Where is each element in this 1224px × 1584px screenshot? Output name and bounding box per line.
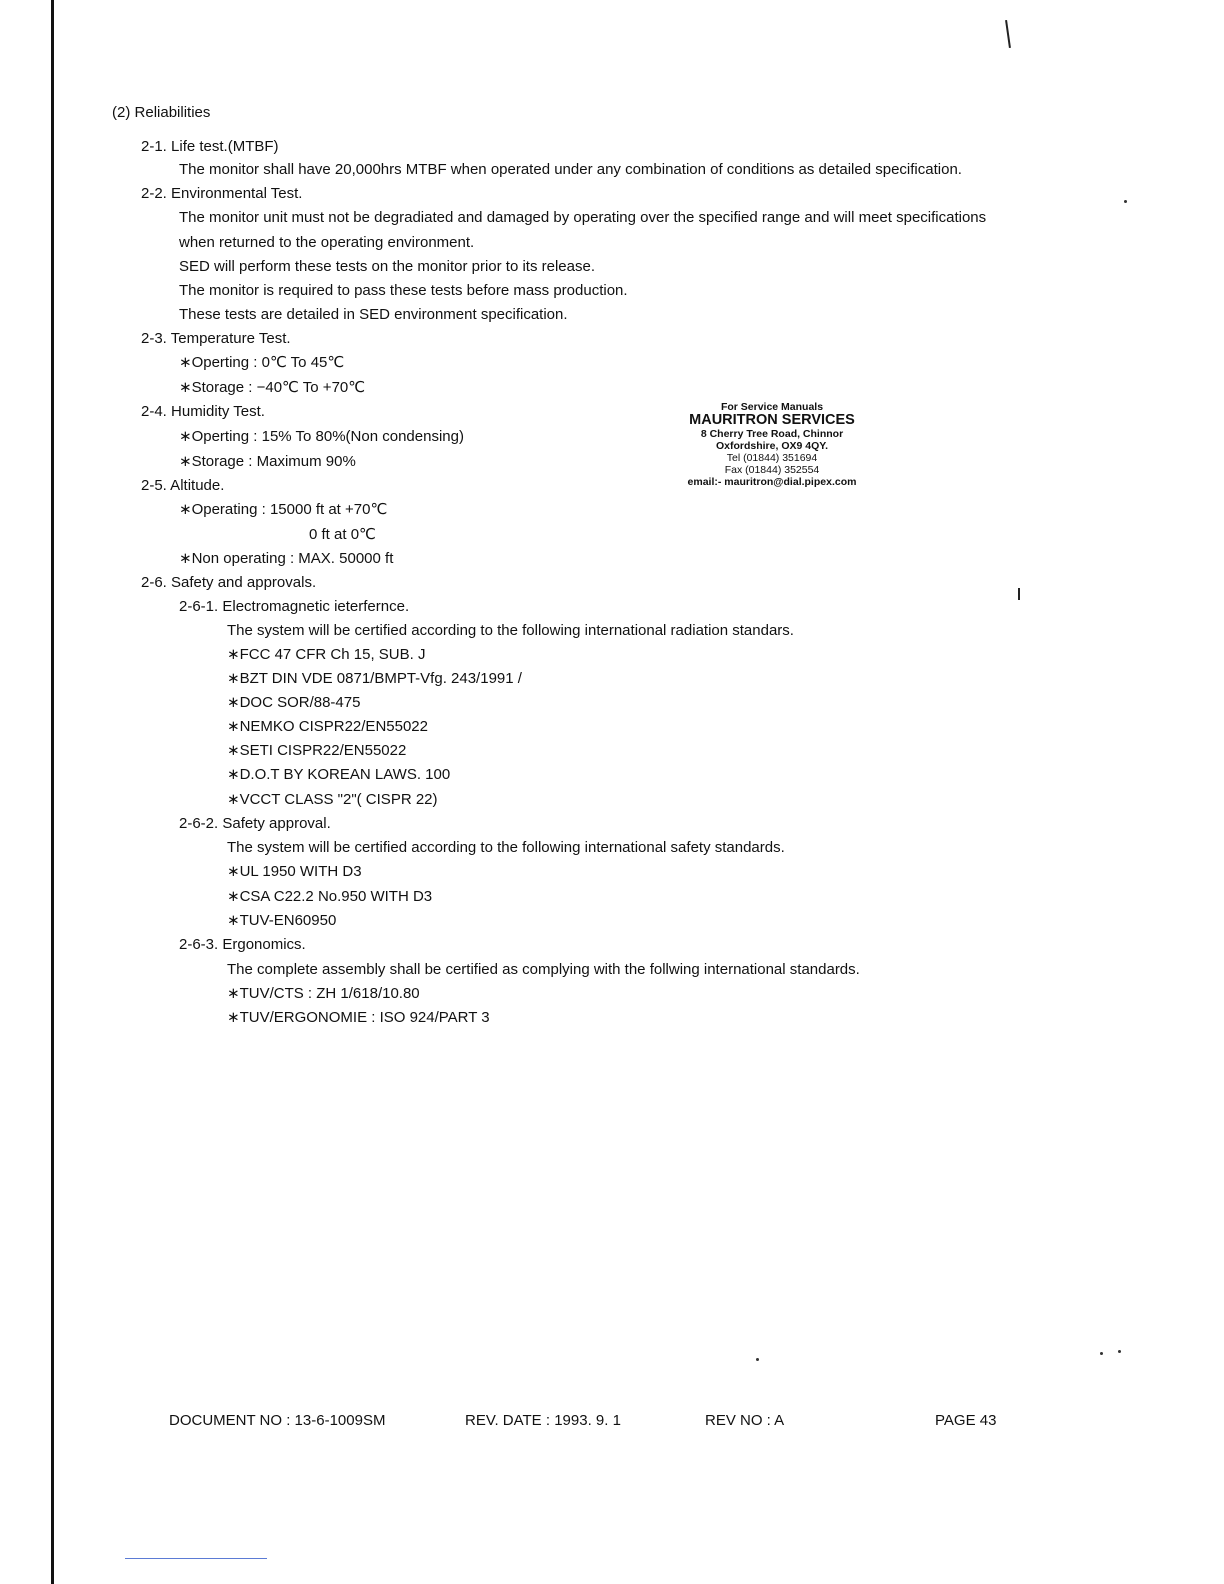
- spec-line: ∗Non operating : MAX. 50000 ft: [179, 550, 394, 567]
- standard-item: ∗DOC SOR/88-475: [227, 694, 361, 711]
- heading-2-2: 2-2. Environmental Test.: [141, 185, 303, 202]
- section-number: (2): [112, 104, 131, 121]
- scan-speck: [1118, 1350, 1121, 1353]
- heading-2-3: 2-3. Temperature Test.: [141, 330, 291, 347]
- spec-line: ∗Storage : Maximum 90%: [179, 453, 356, 470]
- spec-line: ∗Operating : 15000 ft at +70℃: [179, 501, 388, 518]
- text-2-6-2: The system will be certified according to the following international safety standards.: [227, 839, 785, 856]
- standard-item: ∗TUV/ERGONOMIE : ISO 924/PART 3: [227, 1009, 490, 1026]
- stamp-line: For Service Manuals: [720, 401, 824, 413]
- standard-item: ∗VCCT CLASS "2"( CISPR 22): [227, 791, 438, 808]
- footer-document-no: DOCUMENT NO : 13-6-1009SM: [169, 1412, 386, 1429]
- standard-item: ∗NEMKO CISPR22/EN55022: [227, 718, 428, 735]
- standard-item: ∗TUV/CTS : ZH 1/618/10.80: [227, 985, 420, 1002]
- standard-item: ∗TUV-EN60950: [227, 912, 337, 929]
- standard-item: ∗BZT DIN VDE 0871/BMPT-Vfg. 243/1991 /: [227, 670, 522, 687]
- stamp-email: email:- mauritron@dial.pipex.com: [687, 476, 857, 488]
- heading-2-6-3: 2-6-3. Ergonomics.: [179, 936, 306, 953]
- scan-speck: [1100, 1352, 1103, 1355]
- scan-mark: [1018, 588, 1020, 600]
- spec-line: ∗Operting : 0℃ To 45℃: [179, 354, 345, 371]
- text-2-2-line: The monitor unit must not be degradiated and damaged by operating over the specified range and will meet specifications: [179, 209, 987, 226]
- stamp-company: MAURITRON SERVICES: [689, 412, 855, 428]
- stamp-fax: Fax (01844) 352554: [724, 464, 820, 476]
- standard-item: ∗CSA C22.2 No.950 WITH D3: [227, 888, 433, 905]
- heading-2-6-1: 2-6-1. Electromagnetic ieterfernce.: [179, 598, 410, 615]
- standard-item: ∗SETI CISPR22/EN55022: [227, 742, 407, 759]
- bottom-rule: [125, 1558, 267, 1559]
- spec-line: ∗Operting : 15% To 80%(Non condensing): [179, 428, 464, 445]
- section-header: [112, 105, 210, 120]
- text-2-1: The monitor shall have 20,000hrs MTBF when operated under any combination of conditions as detailed specification.: [179, 161, 962, 178]
- scan-speck: [1124, 200, 1127, 203]
- heading-2-1: 2-1. Life test.(MTBF): [141, 138, 279, 155]
- service-stamp: [672, 401, 872, 488]
- spec-line: ∗Storage : −40℃ To +70℃: [179, 379, 366, 396]
- standard-item: ∗FCC 47 CFR Ch 15, SUB. J: [227, 646, 426, 663]
- binding-edge-line: [51, 0, 54, 1584]
- heading-2-4: 2-4. Humidity Test.: [141, 403, 265, 420]
- text-2-2-line: The monitor is required to pass these tests before mass production.: [179, 282, 628, 299]
- scan-speck: [756, 1358, 759, 1361]
- text-2-2-line: SED will perform these tests on the monitor prior to its release.: [179, 258, 596, 275]
- heading-2-6: 2-6. Safety and approvals.: [141, 574, 317, 591]
- heading-2-5: 2-5. Altitude.: [141, 477, 225, 494]
- footer-rev-date: REV. DATE : 1993. 9. 1: [465, 1412, 621, 1429]
- stamp-line: Oxfordshire, OX9 4QY.: [715, 440, 829, 452]
- spec-line: 0 ft at 0℃: [309, 526, 376, 543]
- text-2-2-line: when returned to the operating environment.: [179, 234, 475, 251]
- standard-item: ∗D.O.T BY KOREAN LAWS. 100: [227, 766, 451, 783]
- heading-2-6-2: 2-6-2. Safety approval.: [179, 815, 331, 832]
- standard-item: ∗UL 1950 WITH D3: [227, 863, 362, 880]
- footer-page-number: PAGE 43: [935, 1412, 997, 1429]
- section-title: Reliabilities: [134, 104, 211, 121]
- stamp-phone: Tel (01844) 351694: [726, 452, 818, 464]
- text-2-6-1: The system will be certified according to the following international radiation standars.: [227, 622, 794, 639]
- text-2-6-3: The complete assembly shall be certified as complying with the follwing international standards.: [227, 961, 860, 978]
- text-2-2-line: These tests are detailed in SED environment specification.: [179, 306, 568, 323]
- footer-rev-no: REV NO : A: [705, 1412, 785, 1429]
- scan-mark: [1005, 20, 1011, 48]
- stamp-line: 8 Cherry Tree Road, Chinnor: [700, 428, 844, 440]
